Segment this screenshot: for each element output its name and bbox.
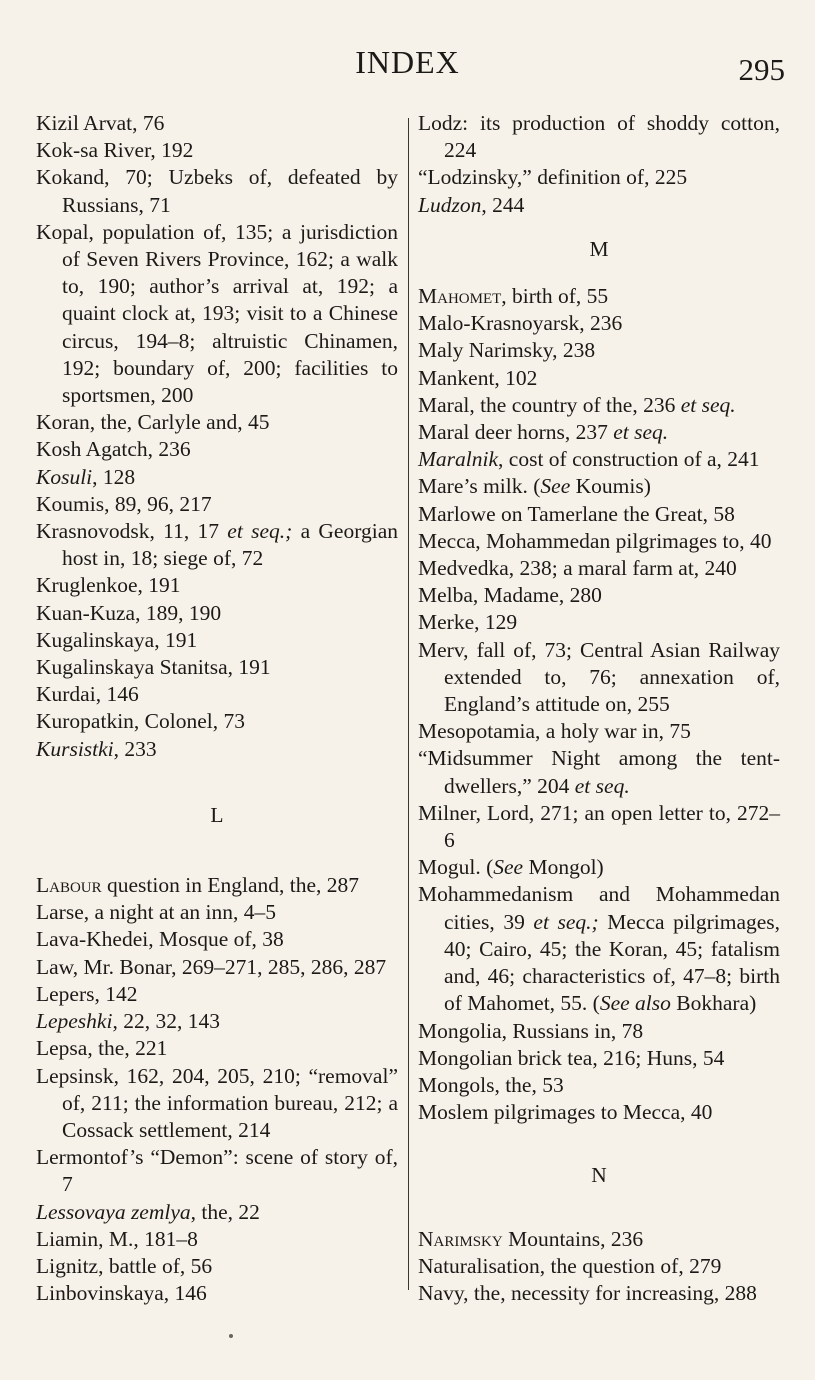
index-entry: Kokand, 70; Uzbeks of, defeated by Russians, 71 [36,165,398,217]
index-entry [418,745,780,799]
index-entry: Lava-Khedei, Mosque of, 38 [36,927,284,952]
entry-et-seq: et seq. [613,420,669,445]
index-entry: Kugalinskaya, 191 [36,627,198,652]
index-entry: Maly Narimsky, 238 [418,338,596,363]
index-entry [418,192,780,219]
entry-see: See [540,474,571,499]
entry-text: Mohammedanism and Mohammedan cities, 39 [418,882,780,934]
page-title: INDEX [355,44,460,80]
entry-text: Bokhara) [670,991,757,1016]
index-entry: Kopal, population of, 135; a jurisdiction of Seven Rivers Province, 162; a walk to, 190; author’s arrival at, 192; a quaint clock at, 193; visit to a Chinese circus, 194–8; altruistic Chinamen, 192; boundary of, 200; facilities to sportsmen, 200 [36,219,398,408]
index-entry: Medvedka, 238; a maral farm at, 240 [418,556,737,581]
index-entry: Moslem pilgrimages to Mecca, 40 [418,1100,713,1125]
section-letter-m: M [589,236,609,261]
entry-term: Kosuli [36,464,93,489]
entry-refs: , 244 [481,192,525,217]
entry-refs: , 22, 32, 143 [112,1009,220,1034]
entry-refs: , 128 [92,464,136,489]
page-number: 295 [738,52,785,87]
entry-term: Lessovaya zemlya [36,1199,191,1224]
index-entry [36,464,398,491]
index-entry [418,881,780,1017]
index-entry: Lodz: its production of shoddy cotton, 224 [418,111,780,163]
entry-see: See [493,855,524,880]
index-entry: Lepsa, the, 221 [36,1036,168,1061]
index-entry: Lignitz, battle of, 56 [36,1253,213,1278]
page-speck [229,1334,233,1338]
entry-text: Maral, the country of the, 236 [418,392,681,417]
index-entry: Mongolian brick tea, 216; Huns, 54 [418,1045,725,1070]
entry-term: Ludzon [418,192,482,217]
index-entry: Lepsinsk, 162, 204, 205, 210; “removal” of, 211; the information bureau, 212; a Cossack settlement, 214 [36,1063,398,1142]
entry-term: Kursistki [36,736,114,761]
index-entry: Law, Mr. Bonar, 269–271, 285, 286, 287 [36,954,387,979]
index-entry [418,283,780,310]
index-entry: Larse, a night at an inn, 4–5 [36,900,277,925]
index-entry [418,473,780,500]
index-entry [418,419,780,446]
section-letter-n: N [591,1163,607,1188]
index-entry: Kizil Arvat, 76 [36,111,165,135]
entry-text: Koumis) [570,474,651,499]
entry-term: Labour [36,873,102,898]
index-entry: Naturalisation, the question of, 279 [418,1253,722,1278]
index-entry: Mongols, the, 53 [418,1072,564,1097]
entry-et-seq: et seq. [574,773,630,798]
entry-refs: , 233 [113,736,157,761]
index-entry: “Lodzinsky,” definition of, 225 [418,165,688,190]
index-entry: Mankent, 102 [418,365,538,390]
index-entry: Kurdai, 146 [36,682,139,707]
index-entry: Linbovinskaya, 146 [36,1281,207,1306]
index-column-left [36,110,398,1307]
entry-see: See also [599,991,671,1016]
entry-refs: , cost of construction of a, 241 [498,447,760,472]
entry-term: Narimsky [418,1226,503,1251]
index-entry: Mecca, Mohammedan pilgrimages to, 40 [418,528,772,553]
entry-text: a Georgian host in, 18; siege of, 72 [62,519,398,571]
index-entry: Mesopotamia, a holy war in, 75 [418,719,691,744]
index-entry: Malo-Krasnoyarsk, 236 [418,311,623,336]
index-entry [36,518,398,572]
page-header [0,44,815,88]
index-entry: Kuropatkin, Colonel, 73 [36,709,246,734]
column-divider [408,118,409,1290]
index-entry: Kosh Agatch, 236 [36,437,191,462]
entry-text: Maral deer horns, 237 [418,420,614,445]
index-entry: Mongolia, Russians in, 78 [418,1018,644,1043]
entry-text: Mecca pilgrimages, 40; Cairo, 45; the Koran, 45; fatalism and, 46; characteristics of, 47–8; birth of Mahomet, 55. ( [444,909,781,1016]
entry-text: Mare’s milk. ( [418,474,541,499]
index-entry: Melba, Madame, 280 [418,583,602,608]
entry-refs: Mountains, 236 [502,1226,644,1251]
index-entry: Kugalinskaya Stanitsa, 191 [36,655,271,680]
index-entry [36,1008,398,1035]
index-entry: Marlowe on Tamerlane the Great, 58 [418,501,735,526]
entry-text: Krasnovodsk, 11, 17 [36,519,228,544]
entry-term: Maralnik [418,447,499,472]
index-column-right [418,110,780,1307]
entry-refs: , the, 22 [190,1199,260,1224]
entry-text: Mogul. ( [418,855,494,880]
index-entry [36,872,398,899]
entry-term: Lepeshki [36,1009,113,1034]
entry-refs: , birth of, 55 [501,284,609,309]
index-entry [418,446,780,473]
index-entry: Merv, fall of, 73; Central Asian Railway extended to, 76; annexation of, England’s attitude on, 255 [418,637,780,717]
index-entry: Koumis, 89, 96, 217 [36,491,212,516]
entry-et-seq: et seq.; [533,909,599,934]
entry-et-seq: et seq.; [227,519,293,544]
entry-et-seq: et seq. [680,392,736,417]
entry-term: Mahomet [418,284,502,309]
index-entry [36,736,398,763]
entry-refs: question in England, the, 287 [101,873,360,898]
index-entry: Milner, Lord, 271; an open letter to, 272–6 [418,800,780,853]
index-entry: Lermontof’s “Demon”: scene of story of, 7 [36,1145,398,1197]
index-entry: Kuan-Kuza, 189, 190 [36,600,222,625]
entry-text: Mongol) [523,855,604,880]
index-entry [418,1226,780,1253]
index-entry [418,392,780,419]
index-entry: Koran, the, Carlyle and, 45 [36,410,270,435]
index-entry [418,854,780,881]
index-entry [36,1199,398,1226]
index-entry: Merke, 129 [418,610,518,635]
entry-text: “Midsummer Night among the tent-dwellers,” 204 [418,746,780,798]
index-entry: Kruglenkoe, 191 [36,573,181,598]
index-entry: Kok-sa River, 192 [36,138,194,163]
index-entry: Navy, the, necessity for increasing, 288 [418,1280,757,1305]
section-letter-l: L [210,802,224,827]
index-entry: Lepers, 142 [36,981,138,1006]
index-entry: Liamin, M., 181–8 [36,1226,198,1251]
